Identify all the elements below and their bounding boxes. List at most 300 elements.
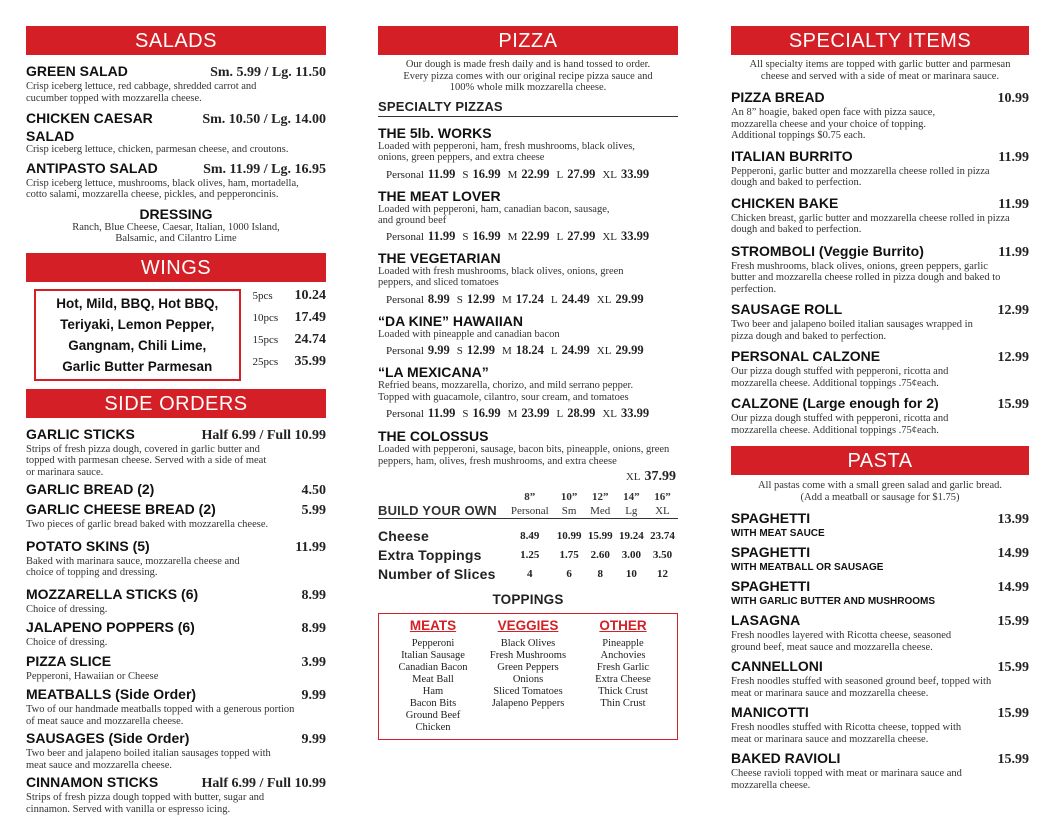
wing-count: 5pcs [252, 289, 273, 302]
item-price: 14.99 [997, 546, 1029, 561]
topping-item: Fresh Garlic [596, 661, 650, 673]
wings-header: WINGS [26, 253, 326, 282]
pizza-price-bar [386, 406, 678, 421]
item-price: 10.99 [997, 91, 1029, 106]
dressing-line: Ranch, Blue Cheese, Caesar, Italian, 1000 Island, [72, 221, 280, 233]
topping-item: Thin Crust [600, 697, 646, 709]
byo-size: 12” [591, 491, 609, 503]
byo-row [378, 546, 678, 565]
topping-item: Jalapeno Peppers [491, 697, 565, 709]
byo-sizename: XL [655, 504, 670, 517]
item-price: 13.99 [997, 512, 1029, 527]
size-label: XL [602, 408, 618, 420]
menu-item[interactable] [26, 686, 326, 727]
byo-value: 2.60 [590, 549, 610, 561]
specialty-pizza[interactable] [378, 313, 678, 359]
item-name: “LA MEXICANA” [378, 364, 489, 380]
item-name: THE 5lb. WORKS [378, 124, 492, 141]
specialty-intro-line: cheese and served with a side of meat or marinara sauce. [760, 70, 1000, 82]
topping-item: Thick Crust [598, 685, 648, 697]
size-label: S [456, 345, 463, 357]
item-subtitle: WITH GARLIC BUTTER AND MUSHROOMS [731, 596, 936, 607]
size-price: 23.99 [521, 406, 550, 420]
topping-item: Canadian Bacon [398, 661, 468, 673]
item-name: PIZZA BREAD [731, 89, 825, 105]
side-orders-list [26, 426, 326, 816]
item-row [731, 658, 1029, 676]
menu-item[interactable] [26, 538, 326, 579]
topping-item: Sliced Tomatoes [493, 685, 563, 697]
topping-item: Anchovies [600, 649, 646, 661]
wing-count: 15pcs [252, 333, 279, 346]
topping-item: Italian Sausage [401, 649, 465, 661]
item-name: JALAPENO POPPERS (6) [26, 619, 195, 635]
item-name: CHICKEN BAKE [731, 194, 839, 211]
item-price: 9.99 [301, 688, 326, 703]
dressing-title: DRESSING [139, 205, 213, 222]
meats-title: MEATS [409, 617, 457, 633]
topping-item: Ham [422, 685, 444, 697]
pizza-price-bar [386, 229, 678, 244]
item-name: BAKED RAVIOLI [731, 750, 841, 766]
size-price: 33.99 [621, 228, 650, 243]
item-name: SPAGHETTI [731, 578, 811, 594]
byo-size-row [378, 491, 678, 503]
byo-title: BUILD YOUR OWN [378, 503, 497, 518]
item-desc: Crisp iceberg lettuce, red cabbage, shredded carrot and cucumber topped with mozzarella cheese. [26, 81, 257, 104]
item-desc: Loaded with fresh mushrooms, black olives, onions, green peppers, and sliced tomatoes [378, 265, 624, 288]
item-price: 15.99 [997, 660, 1029, 675]
item-price: 4.50 [301, 483, 326, 498]
size-price: 11.99 [427, 406, 456, 420]
menu-item[interactable] [26, 586, 326, 616]
veggies-column [482, 618, 574, 737]
item-price: 12.99 [997, 350, 1029, 365]
wing-flavors: Hot, Mild, BBQ, Hot BBQ, [56, 295, 219, 311]
specialty-pizza[interactable] [378, 250, 678, 307]
item-desc: Cheese ravioli topped with meat or marinara sauce and mozzarella cheese. [731, 768, 962, 791]
menu-item[interactable] [26, 774, 326, 815]
item-name: STROMBOLI (Veggie Burrito) [731, 242, 924, 259]
byo-value: 23.74 [650, 530, 675, 542]
pasta-intro-line: (Add a meatball or sausage for $1.75) [800, 491, 960, 503]
item-price: 9.99 [301, 732, 326, 747]
item-desc: Loaded with pepperoni, sausage, bacon bits, pineapple, onions, green peppers, ham, olives, fresh mushrooms, and extra cheese [378, 444, 670, 467]
pizza-intro-line: Our dough is made fresh daily and is hand tossed to order. [405, 59, 651, 70]
byo-value: 3.00 [621, 549, 641, 561]
menu-item[interactable] [26, 63, 326, 104]
build-your-own-table [378, 491, 678, 584]
menu-item[interactable] [26, 426, 326, 479]
item-desc: Fresh noodles layered with Ricotta cheese, seasoned ground beef, meat sauce and mozzarella cheese. [731, 630, 952, 653]
size-label: L [556, 168, 564, 181]
byo-value: 1.25 [520, 549, 540, 561]
size-price: 24.99 [561, 343, 590, 357]
item-desc: Two beer and jalapeno boiled italian sausages wrapped in pizza dough and baked to perfection. [731, 319, 973, 342]
item-desc: Refried beans, mozzarella, chorizo, and mild serrano pepper. Topped with guacamole, cilantro, sour cream, and tomatoes [378, 380, 634, 403]
wing-count: 25pcs [252, 355, 279, 368]
item-name-cont: SALAD [26, 128, 75, 144]
item-name: CALZONE (Large enough for 2) [731, 395, 939, 411]
item-name: PERSONAL CALZONE [731, 348, 881, 364]
topping-item: Chicken [415, 721, 451, 733]
topping-item: Onions [512, 673, 544, 685]
pizza-intro-line: Every pizza comes with our original recipe pizza sauce and [403, 70, 653, 82]
item-row [731, 301, 1029, 319]
menu-item[interactable] [731, 243, 1029, 296]
menu-item[interactable] [26, 501, 326, 531]
item-row [731, 348, 1029, 366]
item-desc: Crisp iceberg lettuce, chicken, parmesan cheese, and croutons. [26, 144, 289, 155]
byo-value: 4 [527, 568, 533, 580]
item-row [26, 653, 326, 671]
item-row [26, 481, 326, 499]
item-desc: Fresh noodles stuffed with Ricotta cheese, topped with meat or marinara sauce and mozzarella cheese. [731, 722, 962, 745]
size-label: Personal [386, 230, 424, 243]
size-price: 22.99 [521, 166, 550, 181]
topping-item: Pepperoni [411, 637, 455, 649]
right-column [731, 26, 1029, 791]
item-row [26, 774, 326, 792]
byo-row-label: Extra Toppings [378, 547, 482, 563]
wing-flavors-box [34, 289, 241, 381]
menu-item[interactable] [731, 750, 1029, 791]
size-price: 12.99 [466, 291, 496, 306]
item-desc: Loaded with pepperoni, ham, canadian bacon, sausage, and ground beef [378, 203, 610, 226]
wing-price: 35.99 [294, 353, 326, 369]
topping-item: Extra Cheese [595, 673, 651, 685]
size-price: 18.24 [515, 343, 544, 357]
byo-sizename: Med [590, 504, 611, 517]
menu-item[interactable] [731, 348, 1029, 389]
size-label: S [462, 168, 469, 181]
item-row [26, 426, 326, 444]
specialty-items-list [731, 89, 1029, 436]
menu-item[interactable] [26, 730, 326, 771]
byo-value: 10.99 [556, 530, 582, 542]
size-label: Personal [386, 345, 424, 357]
byo-value: 8 [597, 568, 603, 580]
center-column [378, 26, 678, 740]
item-price: 14.99 [997, 580, 1029, 595]
specialty-pizza-list [378, 125, 678, 422]
item-desc: Two beer and jalapeno boiled italian sausages topped with meat sauce and mozzarella cheese. [26, 748, 271, 771]
byo-sizename-row [378, 503, 678, 519]
topping-item: Black Olives [500, 637, 556, 649]
size-price: 11.99 [427, 228, 456, 243]
specialty-intro [731, 59, 1029, 82]
item-name: MOZZARELLA STICKS (6) [26, 585, 199, 602]
byo-sizename: Personal [510, 504, 549, 517]
item-price: 3.99 [301, 654, 326, 670]
item-desc: Baked with marinara sauce, mozzarella cheese and choice of topping and dressing. [26, 555, 240, 578]
byo-value: 19.24 [618, 530, 644, 542]
item-desc: An 8” hoagie, baked open face with pizza sauce, mozzarella cheese and your choice of topping. Additional toppings $0.75 each. [731, 107, 936, 141]
item-row [731, 148, 1029, 166]
colossus-price [378, 467, 676, 485]
item-name: GARLIC CHEESE BREAD (2) [26, 501, 216, 517]
item-name: MANICOTTI [731, 704, 809, 720]
pasta-list [731, 510, 1029, 791]
size-label: XL [602, 230, 618, 243]
topping-item: Green Peppers [497, 661, 559, 673]
item-price: Sm. 10.50 / Lg. 14.00 [202, 112, 326, 127]
topping-item: Fresh Mushrooms [489, 649, 567, 661]
specialty-items-header: SPECIALTY ITEMS [731, 26, 1029, 55]
item-name: LASAGNA [731, 612, 801, 628]
salads-header: SALADS [26, 26, 326, 55]
size-price: 27.99 [567, 166, 596, 181]
item-name: GREEN SALAD [26, 63, 128, 79]
item-row [731, 544, 1029, 562]
item-row [731, 195, 1029, 213]
item-price: 11.99 [295, 539, 326, 555]
item-row [26, 730, 326, 748]
wing-price-row[interactable] [253, 285, 327, 307]
wing-price: 17.49 [294, 309, 326, 325]
size-label: L [556, 230, 564, 243]
size-price: 16.99 [472, 406, 501, 420]
wing-count: 10pcs [252, 311, 279, 324]
item-name: SAUSAGE ROLL [731, 301, 843, 317]
wing-price: 10.24 [294, 287, 326, 303]
pizza-price-bar [386, 167, 678, 182]
menu-item[interactable] [731, 510, 1029, 539]
byo-size: 10” [560, 491, 578, 503]
specialty-intro-line: All specialty items are topped with garlic butter and parmesan [749, 59, 1011, 70]
item-row [26, 501, 326, 519]
item-name: CHICKEN CAESAR [26, 110, 153, 126]
item-name: ANTIPASTO SALAD [26, 159, 158, 176]
menu-item[interactable] [731, 195, 1029, 236]
size-price: 24.49 [561, 291, 590, 306]
item-desc: Strips of fresh pizza dough, covered in garlic butter and topped with parmesan cheese. Served with a side of meat or marinara sauce. [26, 443, 267, 478]
menu-item[interactable] [26, 110, 326, 156]
specialty-pizza[interactable] [378, 188, 678, 244]
size-price: 12.99 [466, 343, 496, 357]
item-desc: Our pizza dough stuffed with pepperoni, ricotta and mozzarella cheese. Additional toppings .75¢each. [731, 413, 949, 436]
item-price: 15.99 [997, 614, 1029, 629]
menu-item[interactable] [26, 481, 326, 499]
size-price: 29.99 [615, 343, 644, 357]
size-label: Personal [386, 293, 424, 306]
menu-item[interactable] [731, 544, 1029, 573]
item-name: THE MEAT LOVER [378, 187, 501, 204]
size-label: XL [596, 345, 612, 357]
size-label: Personal [386, 168, 424, 181]
item-name: GARLIC BREAD (2) [26, 481, 155, 497]
item-desc: Crisp iceberg lettuce, mushrooms, black olives, ham, mortadella, cotto salami, mozzarella cheese, pickles, and pepperoncinis. [26, 177, 299, 200]
size-price: 17.24 [515, 291, 544, 306]
topping-item: Bacon Bits [409, 697, 457, 709]
menu-item[interactable] [731, 704, 1029, 745]
item-price: 8.99 [301, 587, 326, 603]
item-desc: Pepperoni, Hawaiian or Cheese [26, 670, 159, 682]
item-desc: Strips of fresh pizza dough topped with butter, sugar and cinnamon. Served with vanilla or espresso icing. [26, 792, 265, 815]
item-row [731, 395, 1029, 413]
item-subtitle: WITH MEAT SAUCE [731, 528, 825, 539]
veggies-title: VEGGIES [497, 617, 559, 633]
item-desc: Fresh noodles stuffed with seasoned ground beef, topped with meat or marinara sauce and mozzarella cheese. [731, 676, 992, 699]
size-label: L [556, 408, 564, 420]
byo-value: 15.99 [587, 530, 613, 542]
other-title: OTHER [599, 617, 647, 633]
size-label: M [507, 168, 518, 181]
specialty-pizza[interactable] [378, 364, 678, 421]
size-label: S [462, 408, 469, 420]
size-price: 28.99 [567, 406, 596, 420]
byo-row [378, 565, 678, 584]
item-row [731, 750, 1029, 768]
byo-value: 6 [566, 568, 572, 580]
pasta-intro [731, 480, 1029, 503]
item-name: SPAGHETTI [731, 544, 811, 560]
item-row [731, 243, 1029, 261]
item-desc: Fresh mushrooms, black olives, onions, green peppers, garlic butter and mozzarella cheese rolled in pizza dough and baked to perfection. [731, 260, 1001, 295]
byo-size: 14” [623, 491, 640, 503]
meats-column [387, 618, 479, 737]
item-price: Half 6.99 / Full 10.99 [201, 427, 326, 443]
size-price: 33.99 [621, 406, 650, 420]
pasta-intro-line: All pastas come with a small green salad and garlic bread. [757, 480, 1003, 491]
menu-item[interactable] [731, 658, 1029, 699]
specialty-pizza[interactable] [378, 125, 678, 182]
byo-sizename: Lg [625, 504, 638, 517]
size-label: M [507, 230, 518, 243]
size-label: M [502, 293, 512, 306]
item-price: 11.99 [998, 149, 1029, 165]
pizza-intro-line: 100% whole milk mozzarella cheese. [449, 82, 607, 93]
item-desc: Loaded with pineapple and canadian bacon [378, 328, 560, 340]
item-desc: Two of our handmade meatballs topped with a generous portion of meat sauce and mozzarella cheese. [26, 704, 295, 727]
item-name: CINNAMON STICKS [26, 774, 159, 790]
wing-prices [253, 285, 327, 373]
specialty-pizzas-title: SPECIALTY PIZZAS [378, 99, 678, 117]
pizza-price-bar [386, 292, 678, 307]
dressing-block [26, 206, 326, 245]
item-row [26, 686, 326, 704]
item-name: SAUSAGES (Side Order) [26, 730, 190, 746]
wing-price-row[interactable] [253, 329, 327, 351]
item-row [731, 578, 1029, 596]
wing-flavors: Garlic Butter Parmesan [62, 358, 213, 374]
byo-row-label: Cheese [378, 528, 430, 544]
menu-item[interactable] [731, 89, 1029, 142]
size-label: M [507, 408, 518, 420]
menu-item[interactable] [26, 619, 326, 649]
size-label: L [550, 293, 558, 306]
item-row [731, 510, 1029, 528]
item-row [731, 704, 1029, 722]
size-price: 9.99 [427, 343, 450, 357]
item-desc: Choice of dressing. [26, 637, 108, 648]
size-label: S [462, 230, 469, 243]
item-name: GARLIC STICKS [26, 425, 135, 442]
byo-size: 16” [654, 491, 671, 503]
wing-flavors: Gangnam, Chili Lime, [68, 337, 207, 353]
menu-item[interactable] [731, 612, 1029, 653]
size-price: 11.99 [427, 166, 456, 181]
item-row [26, 538, 326, 556]
size-label: XL [596, 293, 612, 306]
item-row [26, 586, 326, 604]
size-price: 16.99 [472, 228, 501, 243]
colossus-item[interactable] [378, 428, 678, 485]
item-desc: Two pieces of garlic bread baked with mozzarella cheese. [26, 519, 269, 530]
item-price: Half 6.99 / Full 10.99 [201, 776, 326, 791]
size-price: 16.99 [472, 166, 501, 181]
item-row [731, 89, 1029, 107]
side-orders-header: SIDE ORDERS [26, 389, 326, 418]
menu-item[interactable] [26, 160, 326, 201]
wing-price-row[interactable] [253, 351, 327, 373]
size-price: 29.99 [615, 291, 644, 306]
wing-price: 24.74 [294, 331, 326, 347]
size-label: L [550, 345, 558, 357]
size-label: XL [625, 471, 641, 483]
item-price: 11.99 [998, 196, 1029, 212]
item-price: Sm. 11.99 / Lg. 16.95 [203, 161, 326, 177]
size-price: 22.99 [521, 228, 550, 243]
other-column [577, 618, 669, 737]
size-price: 27.99 [567, 228, 596, 243]
item-name: THE VEGETARIAN [378, 249, 501, 266]
item-desc: Chicken breast, garlic butter and mozzarella cheese rolled in pizza dough and baked to perfection. [731, 212, 1010, 235]
topping-item: Meat Ball [412, 673, 454, 685]
wing-price-row[interactable] [253, 307, 327, 329]
byo-value: 8.49 [520, 530, 540, 542]
item-name: THE COLOSSUS [378, 428, 489, 444]
item-price: Sm. 5.99 / Lg. 11.50 [210, 65, 326, 80]
item-name: SPAGHETTI [731, 510, 811, 526]
item-row [26, 619, 326, 637]
item-price: 12.99 [997, 303, 1029, 318]
wing-flavors: Teriyaki, Lemon Pepper, [60, 316, 215, 332]
menu-item[interactable] [26, 653, 326, 683]
pizza-price-bar [386, 343, 678, 358]
item-desc: Our pizza dough stuffed with pepperoni, ricotta and mozzarella cheese. Additional toppings .75¢each. [731, 366, 949, 389]
item-name: POTATO SKINS (5) [26, 537, 150, 554]
size-label: S [456, 293, 463, 306]
item-price: 8.99 [301, 621, 326, 636]
item-price: 5.99 [301, 503, 326, 518]
menu-item[interactable] [731, 148, 1029, 189]
item-name: CANNELLONI [731, 658, 823, 674]
item-price: 15.99 [997, 397, 1029, 412]
item-desc: Pepperoni, garlic butter and mozzarella cheese rolled in pizza dough and baked to perfection. [731, 165, 990, 188]
item-name: “DA KINE” HAWAIIAN [378, 312, 523, 329]
left-column [26, 26, 326, 815]
size-price: 8.99 [427, 291, 450, 306]
toppings-title: TOPPINGS [492, 591, 564, 607]
topping-item: Pineapple [602, 637, 644, 649]
toppings-box [378, 613, 678, 740]
pizza-header: PIZZA [378, 26, 678, 55]
byo-value: 12 [656, 568, 668, 580]
item-subtitle: WITH MEATBALL OR SAUSAGE [731, 562, 884, 573]
item-name: ITALIAN BURRITO [731, 147, 853, 164]
size-price: 33.99 [621, 166, 650, 181]
menu-item[interactable] [731, 301, 1029, 342]
wings-block [26, 289, 326, 381]
size-label: Personal [386, 408, 424, 420]
byo-value: 1.75 [559, 549, 579, 561]
menu-item[interactable] [731, 578, 1029, 607]
byo-rule-row [378, 519, 678, 527]
byo-value: 10 [625, 568, 637, 580]
menu-item[interactable] [731, 395, 1029, 436]
pasta-header: PASTA [731, 446, 1029, 475]
